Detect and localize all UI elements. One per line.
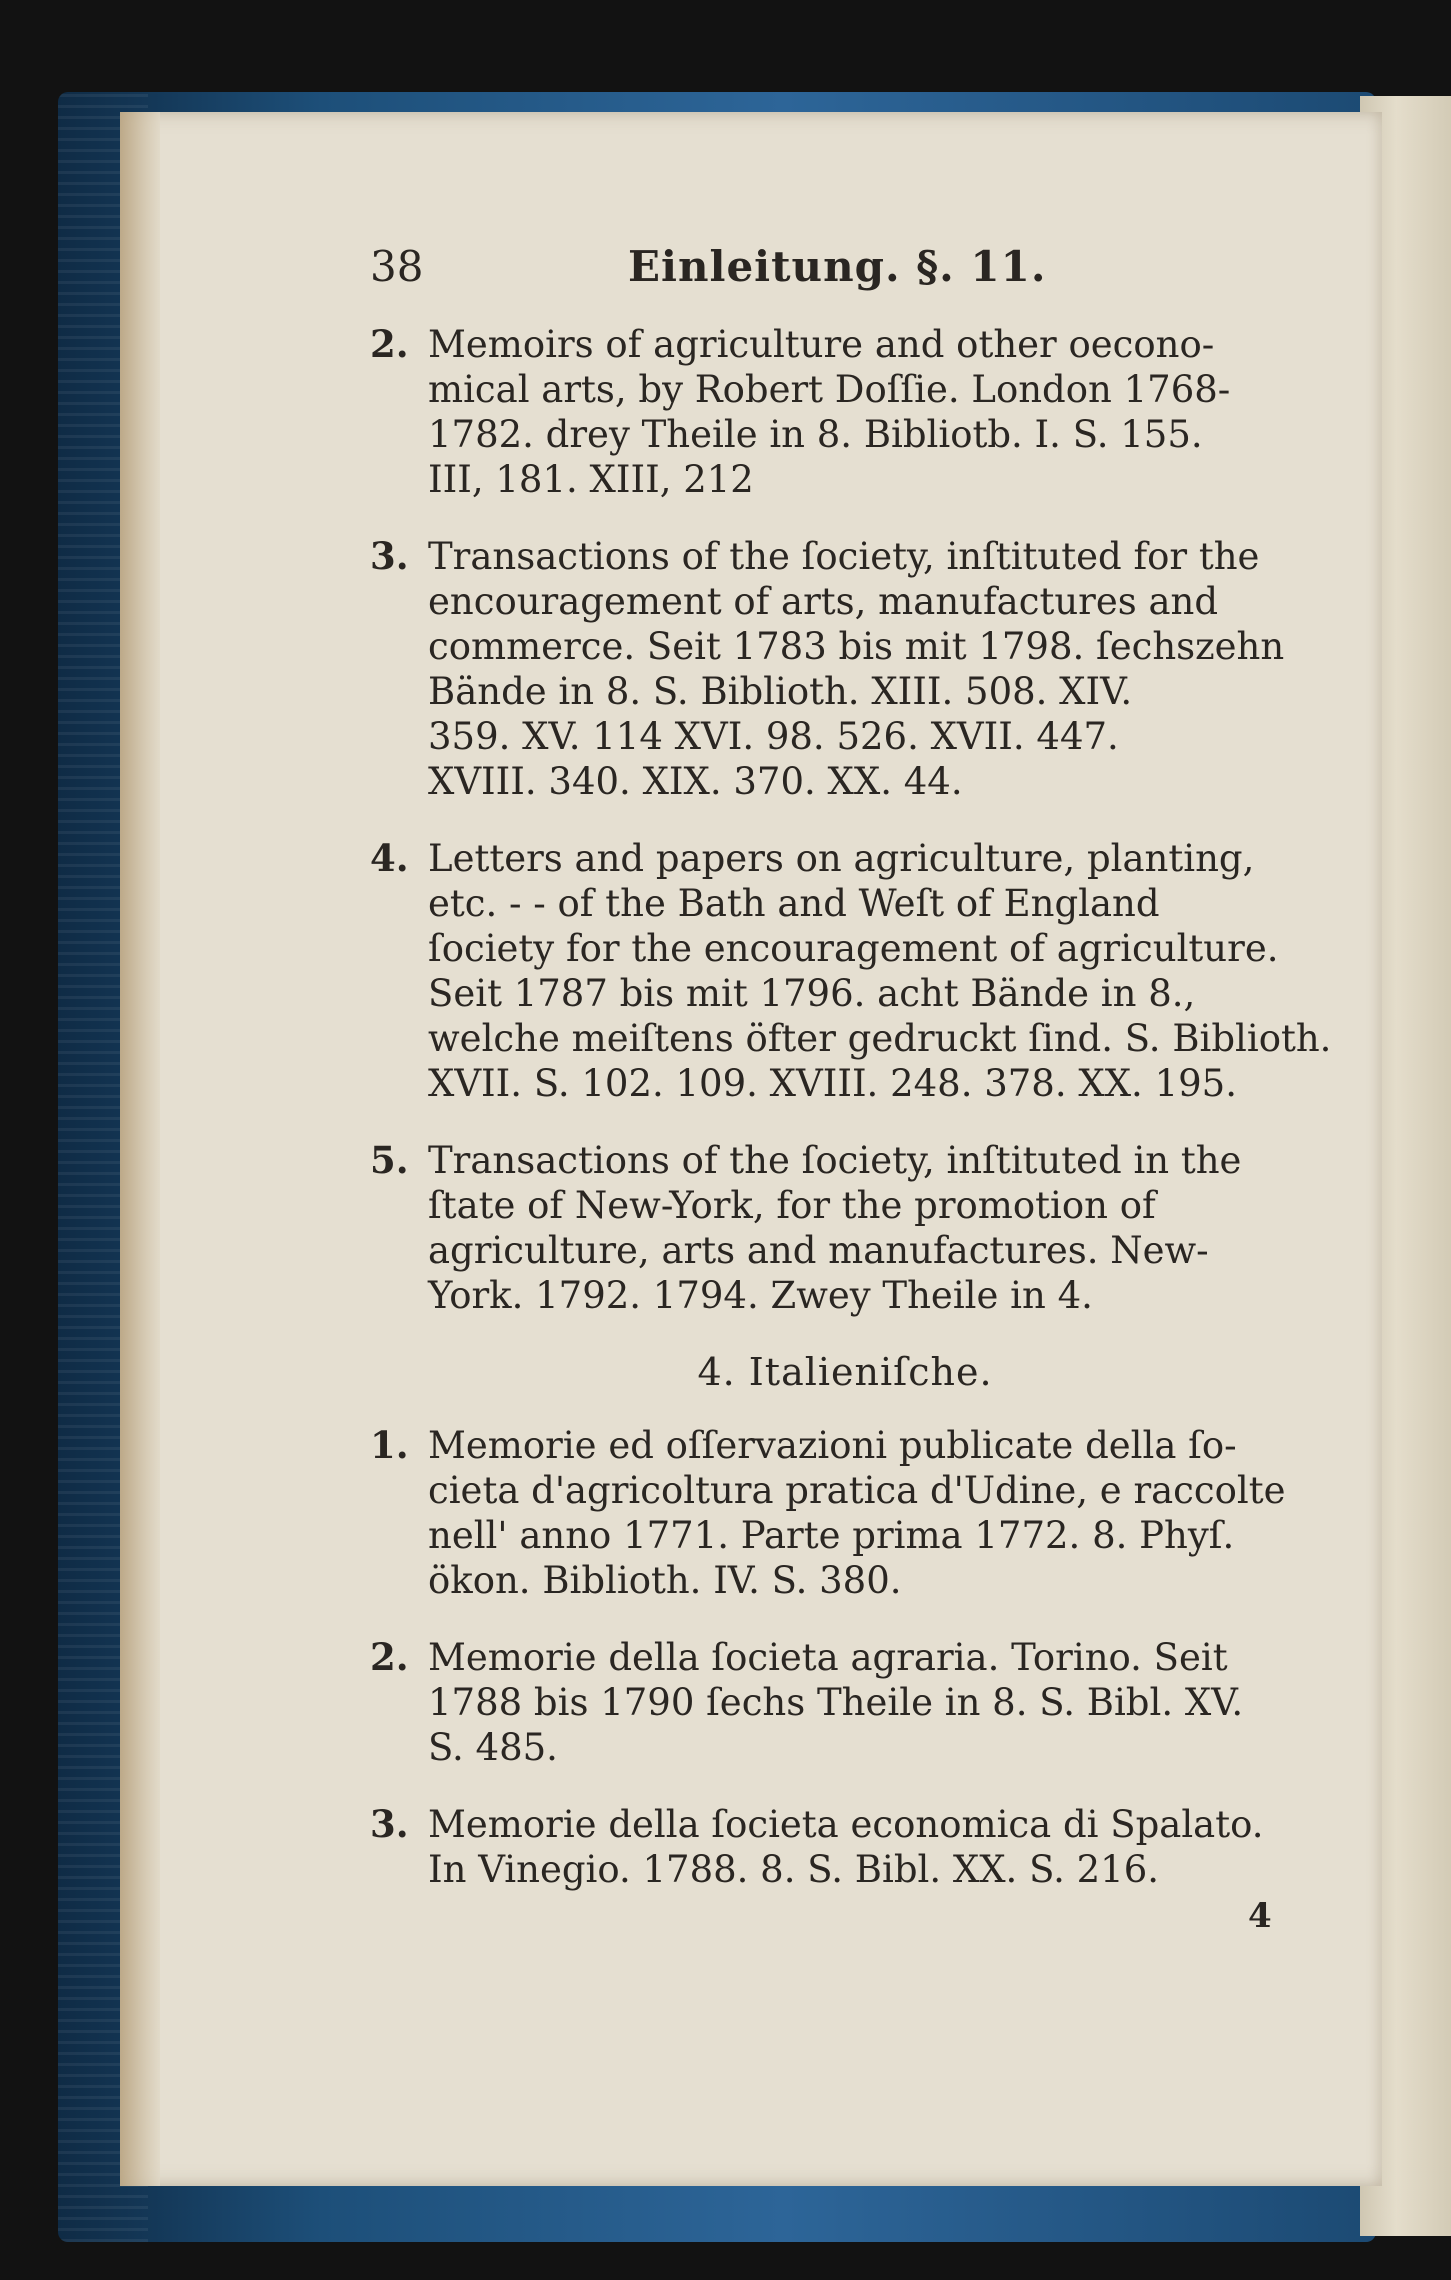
entry-line: agriculture, arts and manufactures. New-: [428, 1229, 1209, 1272]
entry-line: ſociety for the encouragement of agriculture.: [428, 927, 1279, 970]
entry-line: Memorie della ſocieta economica di Spalato.: [428, 1803, 1264, 1846]
entry-line: Memoirs of agriculture and other oecono-: [428, 323, 1215, 366]
entry-line: Memorie ed oſſervazioni publicate della ſo-: [428, 1424, 1237, 1467]
entry-number: 3.: [370, 534, 409, 578]
entry-line: S. 485.: [428, 1726, 558, 1769]
entry-line: welche meiſtens öfter gedruckt ſind. S. Biblioth.: [428, 1017, 1332, 1060]
entry: [370, 1635, 1280, 1770]
entry-line: commerce. Seit 1783 bis mit 1798. ſechszehn: [428, 625, 1285, 668]
entry-line: In Vinegio. 1788. 8. S. Bibl. XX. S. 216.: [428, 1848, 1160, 1891]
entry-line: Memorie della ſocieta agraria. Torino. Seit: [428, 1636, 1228, 1679]
page-content: [370, 240, 1332, 1924]
entry: [370, 1138, 1280, 1318]
running-title: Einleitung. §. 11.: [628, 242, 1047, 291]
section-heading: 4. Italieniſche.: [697, 1350, 993, 1394]
entry-line: ſtate of New-York, for the promotion of: [428, 1184, 1156, 1227]
entry-line: Transactions of the ſociety, inſtituted in the: [428, 1139, 1242, 1182]
entry-line: Seit 1787 bis mit 1796. acht Bände in 8.,: [428, 972, 1196, 1015]
entry: [370, 534, 1285, 804]
entry-line: XVIII. 340. XIX. 370. XX. 44.: [428, 760, 963, 803]
entry-number: 5.: [370, 1138, 409, 1182]
entry-line: encouragement of arts, manufactures and: [428, 580, 1219, 623]
entry-line: cieta d'agricoltura pratica d'Udine, e raccolte: [428, 1469, 1286, 1512]
entry-number: 1.: [370, 1423, 409, 1467]
entry-line: mical arts, by Robert Doſſie. London 1768-: [428, 368, 1231, 411]
entry-line: Letters and papers on agriculture, planting,: [428, 837, 1255, 880]
entry-line: etc. - - of the Bath and Weſt of England: [428, 882, 1160, 925]
signature-mark: 4: [1248, 1896, 1272, 1936]
entry-number: 2.: [370, 1635, 409, 1679]
gutter-shadow: [120, 112, 160, 2186]
entry-line: III, 181. XIII, 212: [428, 458, 754, 501]
entry-list-1: [370, 322, 1332, 1318]
entry-line: York. 1792. 1794. Zwey Theile in 4.: [428, 1274, 1093, 1317]
entry-list-2: [370, 1423, 1286, 1892]
page-number: 38: [370, 242, 424, 291]
entry-line: 1782. drey Theile in 8. Bibliotb. I. S. 155.: [428, 413, 1203, 456]
entry-line: XVII. S. 102. 109. XVIII. 248. 378. XX. 195.: [428, 1062, 1237, 1105]
running-header: [370, 240, 1280, 300]
entry-number: 2.: [370, 322, 409, 366]
entry-line: 1788 bis 1790 ſechs Theile in 8. S. Bibl. XV.: [428, 1681, 1244, 1724]
entry-number: 3.: [370, 1802, 409, 1846]
entry: [370, 1423, 1286, 1603]
entry: [370, 322, 1280, 502]
entry: [370, 1802, 1280, 1892]
entry-line: Transactions of the ſociety, inſtituted for the: [428, 535, 1260, 578]
entry: [370, 836, 1332, 1106]
entry-line: nell' anno 1771. Parte prima 1772. 8. Phyſ.: [428, 1514, 1235, 1557]
entry-line: 359. XV. 114 XVI. 98. 526. XVII. 447.: [428, 715, 1119, 758]
entry-number: 4.: [370, 836, 409, 880]
entry-line: Bände in 8. S. Biblioth. XIII. 508. XIV.: [428, 670, 1133, 713]
entry-line: ökon. Biblioth. IV. S. 380.: [428, 1559, 902, 1602]
